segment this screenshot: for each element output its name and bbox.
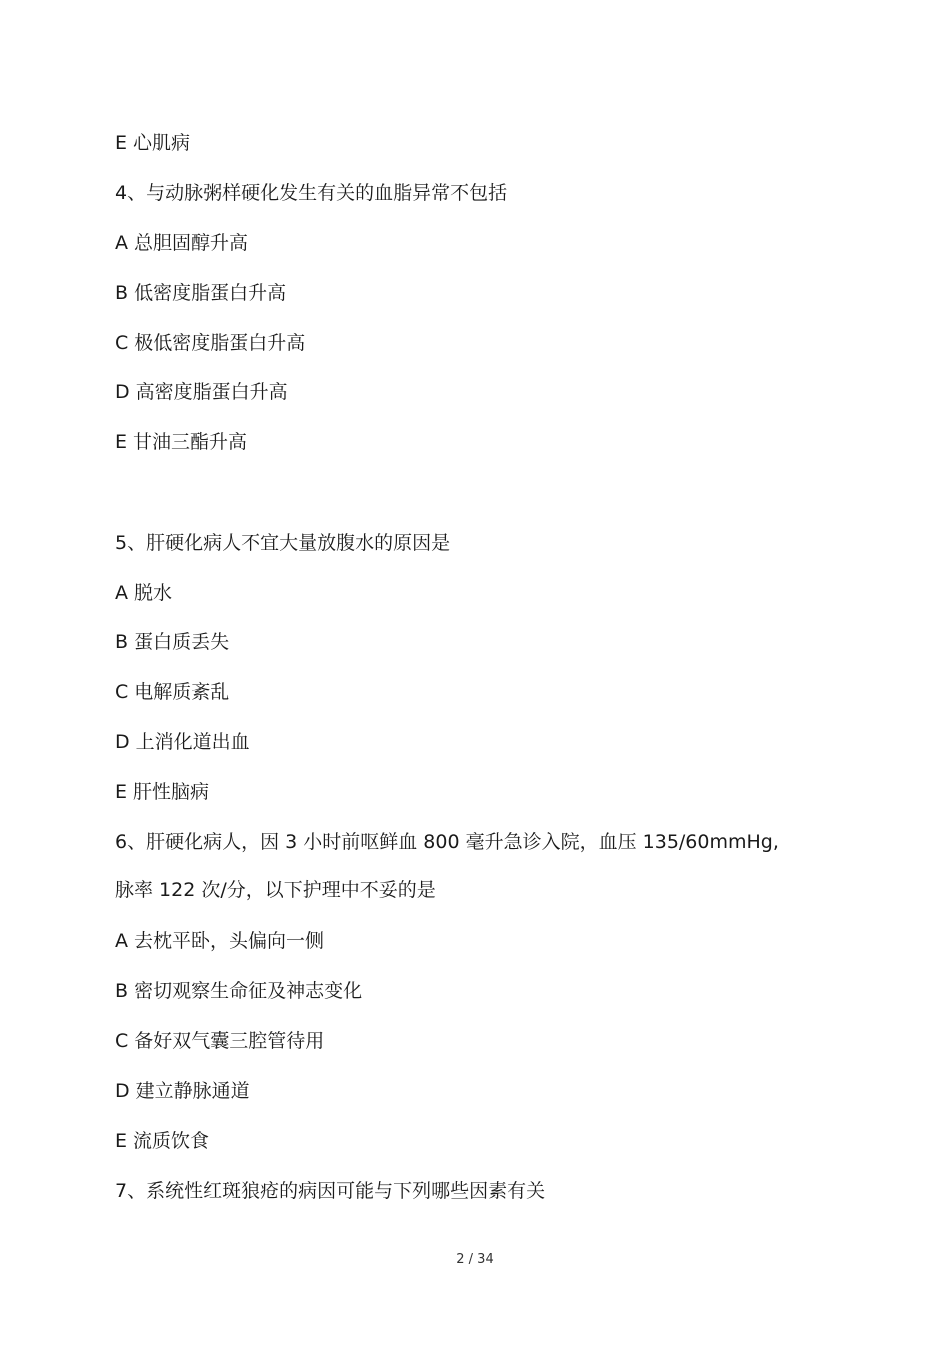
option-b-q6: B 密切观察生命征及神志变化 [115,980,363,1002]
option-d-q4: D 高密度脂蛋白升高 [115,381,288,403]
option-c-q5: C 电解质紊乱 [115,681,230,703]
option-d-q6: D 建立静脉通道 [115,1080,250,1102]
option-e-q6: E 流质饮食 [115,1130,210,1152]
option-b-q5: B 蛋白质丢失 [115,631,230,653]
option-e-q4: E 甘油三酯升高 [115,431,248,453]
option-a-q6: A 去枕平卧，头偏向一侧 [115,930,325,952]
question-5: 5、肝硬化病人不宜大量放腹水的原因是 [115,532,451,554]
option-e-q3: E 心肌病 [115,132,191,154]
option-d-q5: D 上消化道出血 [115,731,250,753]
question-6-line-1: 6、肝硬化病人，因 3 小时前呕鲜血 800 毫升急诊入院，血压 135/60mmHg, [115,831,779,853]
option-c-q4: C 极低密度脂蛋白升高 [115,332,306,354]
question-4: 4、与动脉粥样硬化发生有关的血脂异常不包括 [115,182,508,204]
option-a-q4: A 总胆固醇升高 [115,232,249,254]
option-b-q4: B 低密度脂蛋白升高 [115,282,287,304]
option-a-q5: A 脱水 [115,582,173,604]
question-6-line-2: 脉率 122 次/分，以下护理中不妥的是 [115,879,436,901]
option-e-q5: E 肝性脑病 [115,781,210,803]
question-7: 7、系统性红斑狼疮的病因可能与下列哪些因素有关 [115,1180,546,1202]
page-number: 2 / 34 [456,1252,494,1267]
option-c-q6: C 备好双气囊三腔管待用 [115,1030,325,1052]
